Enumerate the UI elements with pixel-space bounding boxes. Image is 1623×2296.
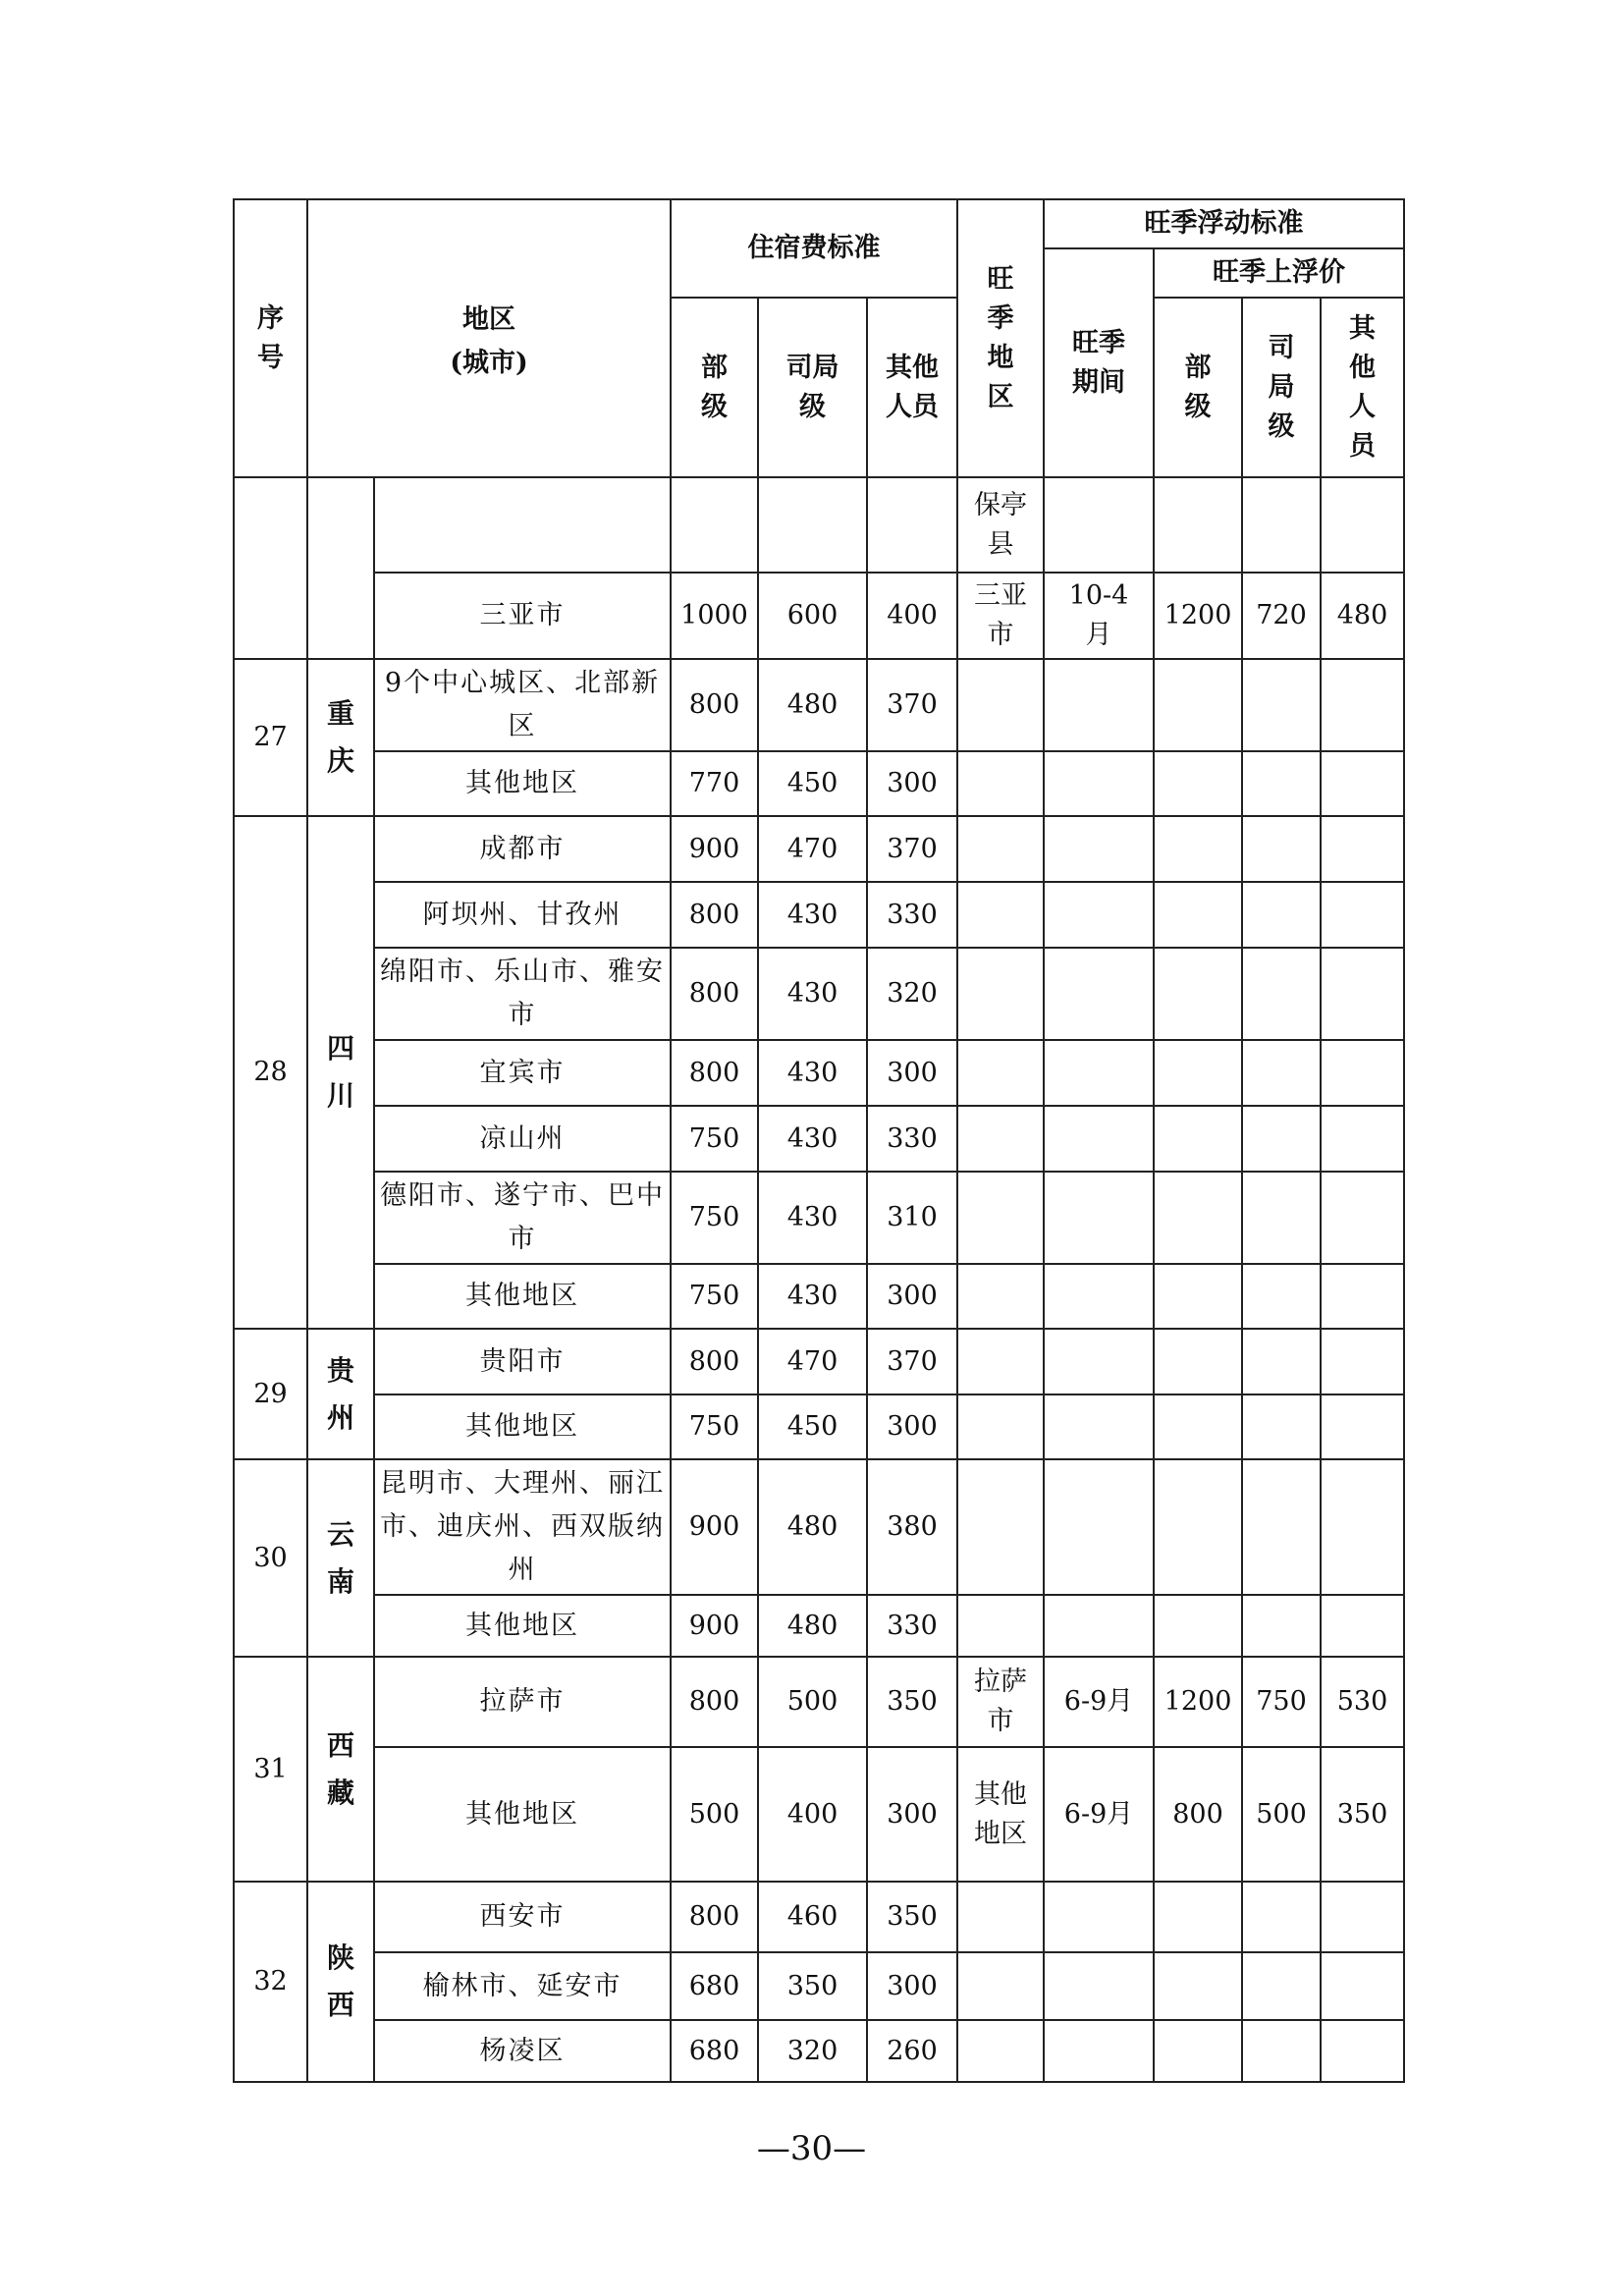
table-row	[234, 1329, 1404, 1394]
ministry-value: 770	[671, 751, 758, 816]
region-cell: 其他地区	[374, 751, 671, 816]
bureau-value: 430	[758, 1172, 867, 1264]
peak-region-cell	[957, 2020, 1044, 2082]
peak-period-cell	[1044, 1106, 1154, 1172]
peak-ministry-value: 1200	[1154, 573, 1242, 659]
peak-ministry-value	[1154, 816, 1242, 882]
peak-others-value	[1321, 751, 1404, 816]
bureau-value: 480	[758, 659, 867, 751]
table-row	[234, 1040, 1404, 1106]
peak-bureau-value	[1242, 1040, 1321, 1106]
lodging-standard-header: 住宿费标准	[671, 199, 957, 298]
ministry-value: 750	[671, 1394, 758, 1459]
peak-others-value: 350	[1321, 1747, 1404, 1882]
others-value: 310	[867, 1172, 957, 1264]
peak-bureau-value	[1242, 816, 1321, 882]
peak-region-header: 旺 季 地 区	[957, 199, 1044, 477]
peak-period-cell: 10-4月	[1044, 573, 1154, 659]
bureau-value: 480	[758, 1595, 867, 1657]
ministry-value: 900	[671, 816, 758, 882]
ministry-value	[671, 477, 758, 573]
seq-cell: 32	[234, 1882, 307, 2082]
bureau-value: 430	[758, 1264, 867, 1329]
peak-period-cell	[1044, 1040, 1154, 1106]
bureau-value: 430	[758, 882, 867, 948]
ministry-peak-header: 部 级	[1154, 298, 1242, 477]
ministry-value: 750	[671, 1172, 758, 1264]
peak-upper-header: 旺季上浮价	[1154, 248, 1404, 298]
others-value: 380	[867, 1459, 957, 1595]
peak-region-cell	[957, 816, 1044, 882]
region-cell: 绵阳市、乐山市、雅安市	[374, 948, 671, 1040]
lodging-fee-table	[233, 198, 1405, 2083]
peak-period-cell	[1044, 1172, 1154, 1264]
seq-cell: 29	[234, 1329, 307, 1459]
table-row	[234, 751, 1404, 816]
others-value: 330	[867, 882, 957, 948]
region-header-line1: 地区	[462, 304, 515, 335]
peak-others-value: 480	[1321, 573, 1404, 659]
peak-region-cell: 其他地区	[957, 1747, 1044, 1882]
peak-period-cell	[1044, 1329, 1154, 1394]
province-cell: 四 川	[307, 816, 374, 1329]
table-row	[234, 948, 1404, 1040]
peak-ministry-value: 800	[1154, 1747, 1242, 1882]
table-row	[234, 1747, 1404, 1882]
peak-others-value	[1321, 477, 1404, 573]
peak-period-cell: 6-9月	[1044, 1657, 1154, 1747]
seq-cell: 27	[234, 659, 307, 816]
bureau-value: 430	[758, 1040, 867, 1106]
bureau-value: 350	[758, 1952, 867, 2020]
peak-region-cell	[957, 1329, 1044, 1394]
peak-bureau-value	[1242, 882, 1321, 948]
others-value: 320	[867, 948, 957, 1040]
others-value: 370	[867, 1329, 957, 1394]
others-header: 其他人员	[867, 298, 957, 477]
peak-ministry-value	[1154, 2020, 1242, 2082]
table-row	[234, 2020, 1404, 2082]
table-row	[234, 1657, 1404, 1747]
region-cell: 贵阳市	[374, 1329, 671, 1394]
bureau-value: 500	[758, 1657, 867, 1747]
table-row	[234, 1882, 1404, 1952]
region-cell: 三亚市	[374, 573, 671, 659]
others-value: 300	[867, 751, 957, 816]
ministry-value: 1000	[671, 573, 758, 659]
bureau-value: 480	[758, 1459, 867, 1595]
others-value: 300	[867, 1952, 957, 2020]
peak-others-value	[1321, 1394, 1404, 1459]
region-header	[307, 199, 671, 477]
ministry-value: 680	[671, 2020, 758, 2082]
peak-others-value	[1321, 816, 1404, 882]
peak-others-value	[1321, 659, 1404, 751]
ministry-value: 800	[671, 659, 758, 751]
bureau-value: 430	[758, 948, 867, 1040]
region-cell: 其他地区	[374, 1264, 671, 1329]
table-row	[234, 816, 1404, 882]
others-value: 300	[867, 1264, 957, 1329]
province-cell: 贵 州	[307, 1329, 374, 1459]
peak-bureau-value: 720	[1242, 573, 1321, 659]
seq-cell: 30	[234, 1459, 307, 1657]
table-row	[234, 1394, 1404, 1459]
peak-period-cell	[1044, 659, 1154, 751]
peak-period-cell: 6-9月	[1044, 1747, 1154, 1882]
ministry-value: 750	[671, 1264, 758, 1329]
peak-bureau-value: 750	[1242, 1657, 1321, 1747]
peak-others-value	[1321, 882, 1404, 948]
peak-bureau-value	[1242, 1264, 1321, 1329]
region-cell: 其他地区	[374, 1595, 671, 1657]
peak-region-cell	[957, 1394, 1044, 1459]
bureau-header: 司局级	[758, 298, 867, 477]
ministry-value: 900	[671, 1459, 758, 1595]
seq-cell	[234, 477, 307, 659]
table-row	[234, 1952, 1404, 2020]
region-cell: 拉萨市	[374, 1657, 671, 1747]
others-value: 330	[867, 1106, 957, 1172]
province-cell: 云 南	[307, 1459, 374, 1657]
ministry-value: 800	[671, 882, 758, 948]
peak-region-cell	[957, 1172, 1044, 1264]
peak-region-cell: 三亚市	[957, 573, 1044, 659]
peak-bureau-value	[1242, 1952, 1321, 2020]
others-value: 350	[867, 1657, 957, 1747]
region-cell: 宜宾市	[374, 1040, 671, 1106]
others-value: 370	[867, 816, 957, 882]
peak-others-value	[1321, 1595, 1404, 1657]
region-cell: 阿坝州、甘孜州	[374, 882, 671, 948]
peak-ministry-value	[1154, 1394, 1242, 1459]
peak-bureau-value	[1242, 1882, 1321, 1952]
region-cell: 9个中心城区、北部新区	[374, 659, 671, 751]
peak-region-cell	[957, 1952, 1044, 2020]
peak-others-value	[1321, 1459, 1404, 1595]
peak-ministry-value	[1154, 477, 1242, 573]
others-value: 400	[867, 573, 957, 659]
others-peak-header: 其 他 人 员	[1321, 298, 1404, 477]
others-value: 330	[867, 1595, 957, 1657]
peak-region-cell	[957, 1106, 1044, 1172]
bureau-value: 450	[758, 751, 867, 816]
province-cell: 西 藏	[307, 1657, 374, 1882]
table-row	[234, 1172, 1404, 1264]
peak-others-value	[1321, 1952, 1404, 2020]
table-row	[234, 1459, 1404, 1595]
peak-region-cell	[957, 948, 1044, 1040]
peak-period-cell	[1044, 882, 1154, 948]
peak-region-cell	[957, 882, 1044, 948]
table-row	[234, 573, 1404, 659]
peak-period-cell	[1044, 948, 1154, 1040]
bureau-value: 600	[758, 573, 867, 659]
others-value: 370	[867, 659, 957, 751]
ministry-value: 800	[671, 948, 758, 1040]
peak-others-value	[1321, 1264, 1404, 1329]
peak-period-cell	[1044, 1394, 1154, 1459]
peak-region-cell	[957, 1595, 1044, 1657]
ministry-value: 680	[671, 1952, 758, 2020]
region-cell: 其他地区	[374, 1747, 671, 1882]
table-row	[234, 1106, 1404, 1172]
peak-bureau-value	[1242, 751, 1321, 816]
peak-ministry-value	[1154, 1595, 1242, 1657]
bureau-value: 320	[758, 2020, 867, 2082]
peak-region-cell: 拉萨市	[957, 1657, 1044, 1747]
bureau-value: 460	[758, 1882, 867, 1952]
peak-region-cell	[957, 751, 1044, 816]
peak-region-cell	[957, 1040, 1044, 1106]
region-cell: 榆林市、延安市	[374, 1952, 671, 2020]
table-row	[234, 659, 1404, 751]
peak-others-value: 530	[1321, 1657, 1404, 1747]
bureau-value: 470	[758, 816, 867, 882]
peak-bureau-value	[1242, 1329, 1321, 1394]
peak-period-cell	[1044, 751, 1154, 816]
peak-region-cell	[957, 659, 1044, 751]
peak-ministry-value	[1154, 1040, 1242, 1106]
peak-ministry-value	[1154, 1459, 1242, 1595]
seq-cell: 28	[234, 816, 307, 1329]
peak-ministry-value	[1154, 1106, 1242, 1172]
peak-others-value	[1321, 1882, 1404, 1952]
peak-bureau-value	[1242, 2020, 1321, 2082]
peak-others-value	[1321, 948, 1404, 1040]
ministry-header: 部 级	[671, 298, 758, 477]
peak-bureau-value	[1242, 1595, 1321, 1657]
peak-bureau-value: 500	[1242, 1747, 1321, 1882]
peak-period-cell	[1044, 1459, 1154, 1595]
peak-period-cell	[1044, 816, 1154, 882]
region-header-line2: (城市)	[450, 348, 528, 378]
peak-ministry-value	[1154, 882, 1242, 948]
peak-bureau-value	[1242, 1394, 1321, 1459]
bureau-value	[758, 477, 867, 573]
bureau-value: 430	[758, 1106, 867, 1172]
region-cell: 其他地区	[374, 1394, 671, 1459]
peak-ministry-value	[1154, 948, 1242, 1040]
province-cell: 重 庆	[307, 659, 374, 816]
peak-region-cell: 保亭县	[957, 477, 1044, 573]
ministry-value: 800	[671, 1882, 758, 1952]
others-value: 300	[867, 1040, 957, 1106]
table-row	[234, 1264, 1404, 1329]
ministry-value: 800	[671, 1040, 758, 1106]
peak-bureau-value	[1242, 1459, 1321, 1595]
others-value: 300	[867, 1394, 957, 1459]
peak-period-cell	[1044, 477, 1154, 573]
region-cell	[374, 477, 671, 573]
page-number: —30—	[756, 2129, 867, 2168]
peak-period-header: 旺季期间	[1044, 248, 1154, 477]
peak-ministry-value	[1154, 659, 1242, 751]
peak-ministry-value	[1154, 1952, 1242, 2020]
seq-header: 序 号	[234, 199, 307, 477]
region-cell: 杨凌区	[374, 2020, 671, 2082]
table-row	[234, 477, 1404, 573]
bureau-value: 450	[758, 1394, 867, 1459]
bureau-value: 400	[758, 1747, 867, 1882]
peak-ministry-value: 1200	[1154, 1657, 1242, 1747]
others-value	[867, 477, 957, 573]
bureau-peak-header: 司 局 级	[1242, 298, 1321, 477]
peak-bureau-value	[1242, 1106, 1321, 1172]
others-value: 260	[867, 2020, 957, 2082]
peak-period-cell	[1044, 1952, 1154, 2020]
peak-others-value	[1321, 1040, 1404, 1106]
peak-others-value	[1321, 1172, 1404, 1264]
others-value: 350	[867, 1882, 957, 1952]
peak-ministry-value	[1154, 1329, 1242, 1394]
peak-bureau-value	[1242, 659, 1321, 751]
peak-ministry-value	[1154, 751, 1242, 816]
province-cell: 陕 西	[307, 1882, 374, 2082]
table-row	[234, 1595, 1404, 1657]
peak-ministry-value	[1154, 1882, 1242, 1952]
region-cell: 成都市	[374, 816, 671, 882]
peak-others-value	[1321, 2020, 1404, 2082]
peak-ministry-value	[1154, 1172, 1242, 1264]
region-cell: 西安市	[374, 1882, 671, 1952]
peak-bureau-value	[1242, 1172, 1321, 1264]
peak-period-cell	[1044, 1882, 1154, 1952]
peak-others-value	[1321, 1106, 1404, 1172]
others-value: 300	[867, 1747, 957, 1882]
ministry-value: 900	[671, 1595, 758, 1657]
peak-region-cell	[957, 1264, 1044, 1329]
province-cell	[307, 477, 374, 659]
region-cell: 德阳市、遂宁市、巴中市	[374, 1172, 671, 1264]
ministry-value: 800	[671, 1329, 758, 1394]
table-row	[234, 882, 1404, 948]
peak-region-cell	[957, 1882, 1044, 1952]
region-cell: 凉山州	[374, 1106, 671, 1172]
peak-period-cell	[1044, 2020, 1154, 2082]
peak-region-cell	[957, 1459, 1044, 1595]
region-cell: 昆明市、大理州、丽江市、迪庆州、西双版纳州	[374, 1459, 671, 1595]
peak-ministry-value	[1154, 1264, 1242, 1329]
peak-others-value	[1321, 1329, 1404, 1394]
peak-bureau-value	[1242, 948, 1321, 1040]
peak-period-cell	[1044, 1595, 1154, 1657]
ministry-value: 800	[671, 1657, 758, 1747]
bureau-value: 470	[758, 1329, 867, 1394]
seq-cell: 31	[234, 1657, 307, 1882]
peak-period-cell	[1044, 1264, 1154, 1329]
peak-bureau-value	[1242, 477, 1321, 573]
peak-floating-header: 旺季浮动标准	[1044, 199, 1404, 248]
ministry-value: 750	[671, 1106, 758, 1172]
ministry-value: 500	[671, 1747, 758, 1882]
